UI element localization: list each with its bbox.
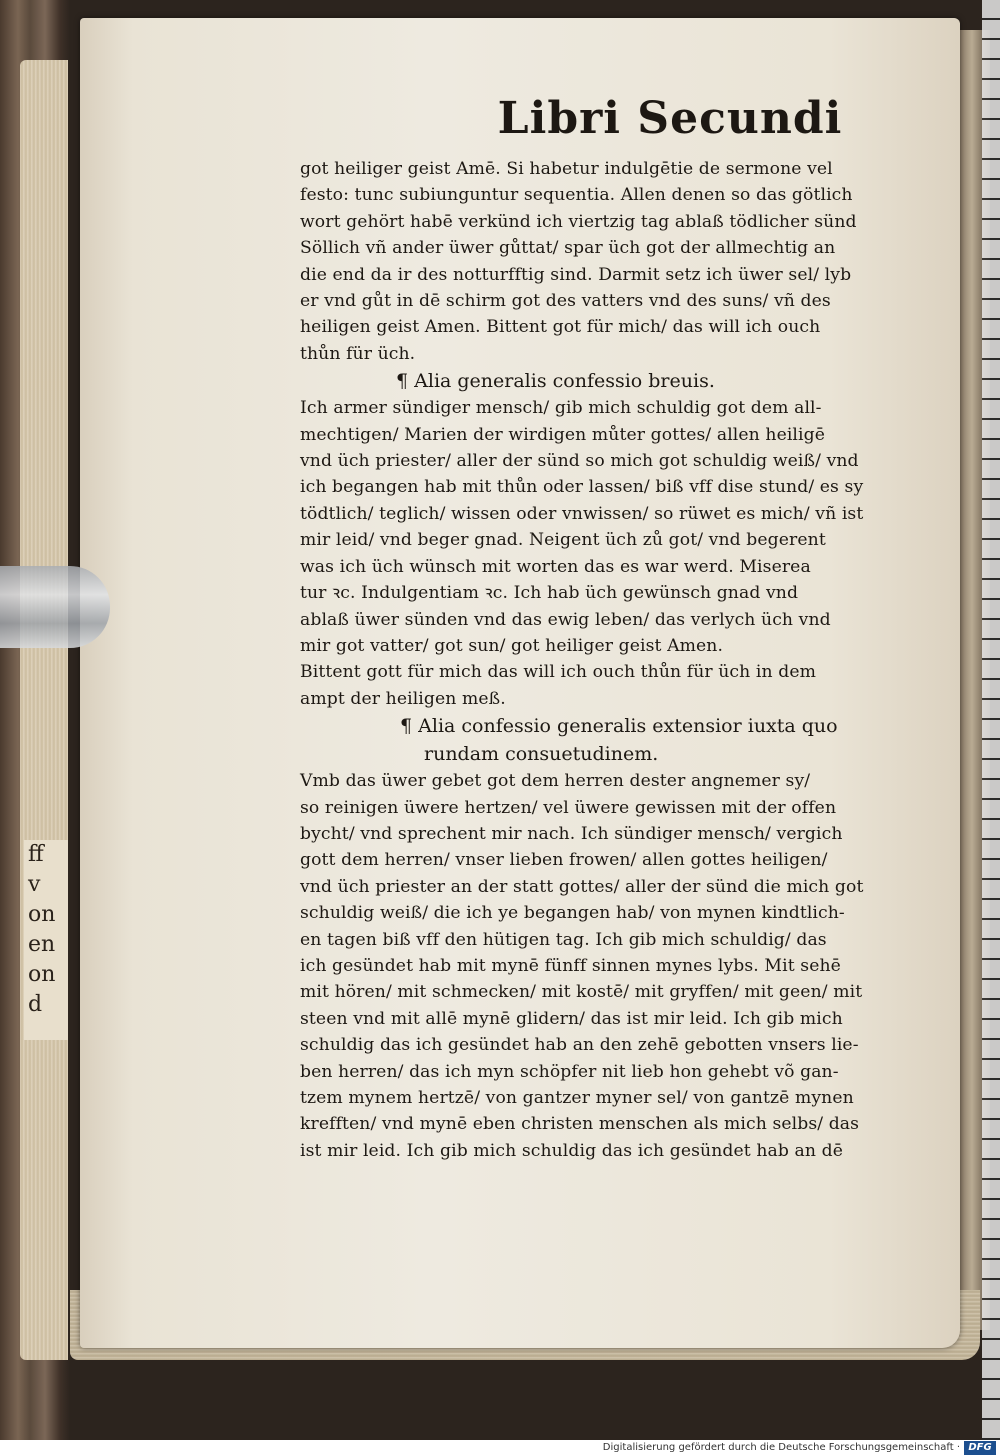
text-line: er vnd gůt in dē schirm got des vatters vnd des suns/ vñ des	[300, 291, 831, 312]
pilcrow-icon: ¶	[400, 715, 419, 738]
section-heading-2-line-1: Alia confessio generalis extensior iuxta quo	[418, 715, 838, 738]
footer-bar	[0, 1440, 1000, 1456]
text-line: mechtigen/ Marien der wirdigen můter gottes/ allen heiligē	[300, 424, 825, 445]
text-line: en tagen biß vff den hütigen tag. Ich gib mich schuldig/ das	[300, 929, 827, 950]
text-line: bycht/ vnd sprechent mir nach. Ich sündiger mensch/ vergich	[300, 823, 843, 844]
text-line: ben herren/ das ich myn schöpfer nit lieb hon gehebt võ gan-	[300, 1061, 839, 1082]
text-line: ablaß üwer sünden vnd das ewig leben/ das verlych üch vnd	[300, 609, 831, 630]
text-line: was ich üch wünsch mit worten das es war werd. Miserea	[300, 556, 811, 577]
text-line: ich begangen hab mit thůn oder lassen/ biß vff dise stund/ es sy	[300, 477, 864, 498]
text-line: ich gesündet hab mit mynē fünff sinnen mynes lybs. Mit sehē	[300, 955, 841, 976]
running-head: Libri Secundi	[497, 93, 843, 144]
text-line: gott dem herren/ vnser lieben frowen/ allen gottes heiligen/	[300, 850, 828, 871]
text-line: die end da ir des notturfftig sind. Darmit setz ich üwer sel/ lyb	[300, 264, 852, 285]
footer-credit: Digitalisierung gefördert durch die Deutsche Forschungsgemeinschaft ·	[602, 1442, 960, 1453]
text-line: wort gehört habē verkünd ich viertzig tag ablaß tödlicher sünd	[300, 211, 857, 232]
scale-ruler	[982, 0, 1000, 1456]
paragraph-2	[300, 395, 910, 712]
text-line: ist mir leid. Ich gib mich schuldig das ich gesündet hab an dē	[300, 1140, 843, 1161]
paragraph-1	[300, 156, 910, 367]
pilcrow-icon: ¶	[396, 370, 415, 393]
text-line: vnd üch priester/ aller der sünd so mich got schuldig weiß/ vnd	[300, 451, 859, 472]
text-line: Vmb das üwer gebet got dem herren dester angnemer sy/	[300, 771, 811, 792]
text-line: krefften/ vnd mynē eben christen menschen als mich selbs/ das	[300, 1114, 860, 1135]
section-heading-1-text: Alia generalis confessio breuis.	[414, 370, 715, 393]
text-line: got heiliger geist Amē. Si habetur indulgētie de sermone vel	[300, 159, 833, 179]
text-line: heiligen geist Amen. Bittent got für mich/ das will ich ouch	[300, 317, 821, 338]
text-line: tödtlich/ teglich/ wissen oder vnwissen/ so rüwet es mich/ vñ ist	[300, 503, 864, 524]
book-edge-left	[20, 60, 68, 1360]
text-line: mir got vatter/ got sun/ got heiliger geist Amen.	[300, 635, 724, 656]
text-line: schuldig weiß/ die ich ye begangen hab/ von mynen kindtlich-	[300, 903, 845, 924]
text-line: tur ꝛc. Indulgentiam ꝛc. Ich hab üch gewünsch gnad vnd	[300, 583, 799, 604]
text-line: festo: tunc subiunguntur sequentia. Allen denen so das götlich	[300, 185, 853, 206]
text-line: Bittent gott für mich das will ich ouch thůn für üch in dem	[300, 662, 816, 683]
page-text	[300, 90, 910, 1164]
page-clip	[0, 566, 110, 648]
text-line: thůn für üch.	[300, 343, 416, 364]
section-heading-1	[300, 367, 910, 395]
paragraph-3	[300, 768, 910, 1164]
text-line: schuldig das ich gesündet hab an den zehē gebotten vnsers lie-	[300, 1035, 859, 1056]
section-heading-2	[300, 712, 910, 740]
previous-page-fragment: ff v on en on d	[28, 842, 56, 1017]
text-line: mit hören/ mit schmecken/ mit kostē/ mit gryffen/ mit geen/ mit	[300, 982, 863, 1003]
previous-page-strip	[24, 840, 68, 1040]
text-line: Ich armer sündiger mensch/ gib mich schuldig got dem all-	[300, 398, 822, 419]
dfg-logo-icon: DFG	[964, 1441, 996, 1455]
section-heading-2-line-2: rundam consuetudinem.	[424, 743, 659, 766]
section-heading-2-cont	[300, 740, 910, 768]
text-line: mir leid/ vnd beger gnad. Neigent üch zů got/ vnd begerent	[300, 530, 826, 551]
text-line: so reinigen üwere hertzen/ vel üwere gewissen mit der offen	[300, 797, 837, 818]
text-line: steen vnd mit allē mynē glidern/ das ist mir leid. Ich gib mich	[300, 1008, 843, 1029]
text-line: vnd üch priester an der statt gottes/ aller der sünd die mich got	[300, 876, 864, 897]
text-line: tzem mynem hertzē/ von gantzer myner sel/ von gantzē mynen	[300, 1088, 854, 1108]
text-line: Söllich vñ ander üwer gůttat/ spar üch got der allmechtig an	[300, 238, 836, 259]
text-line: ampt der heiligen meß.	[300, 688, 506, 709]
